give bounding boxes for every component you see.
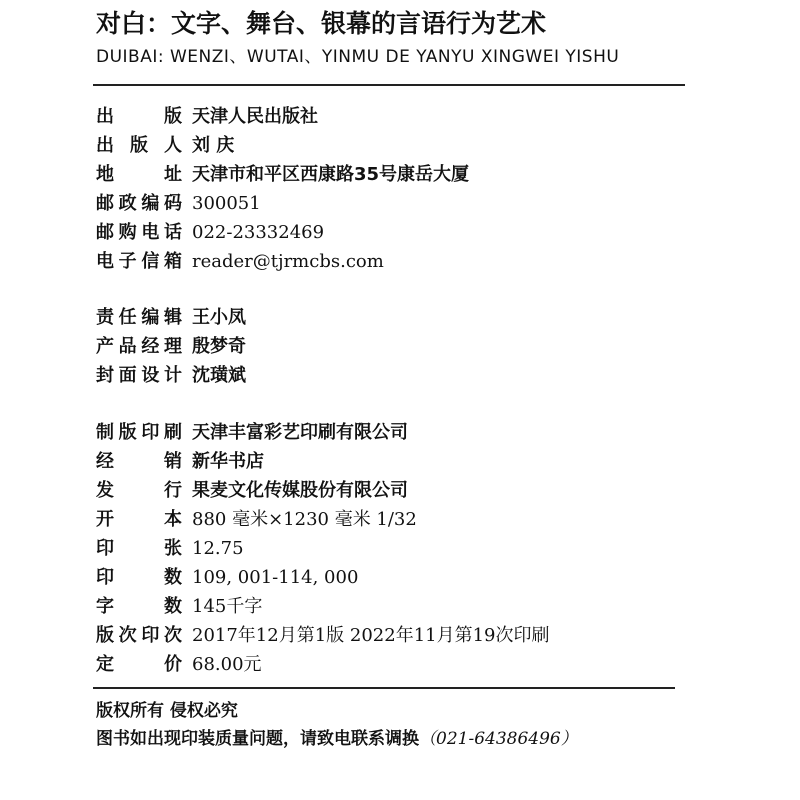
info-label-char: 开 xyxy=(96,509,114,530)
info-label-char: 制 xyxy=(96,422,114,443)
rights-notice: 版权所有 侵权必究 xyxy=(96,701,238,721)
quality-notice-phone: （021-64386496） xyxy=(419,729,578,749)
info-label-char: 邮 xyxy=(96,222,114,243)
info-label xyxy=(96,189,182,218)
info-row xyxy=(96,650,696,679)
info-value: 果麦文化传媒股份有限公司 xyxy=(192,480,408,501)
info-label-char: 版 xyxy=(118,422,137,443)
info-label-char: 辑 xyxy=(163,307,182,328)
info-label xyxy=(96,476,182,505)
info-label xyxy=(96,563,182,592)
info-label-char: 任 xyxy=(118,307,137,328)
info-label-char: 话 xyxy=(163,222,182,243)
info-label xyxy=(96,361,182,390)
info-value: 殷梦奇 xyxy=(192,336,246,357)
info-label xyxy=(96,218,182,247)
info-label-char: 电 xyxy=(141,222,160,243)
info-value: 刘 庆 xyxy=(192,135,235,156)
info-row xyxy=(96,218,696,247)
info-label xyxy=(96,505,182,534)
info-label xyxy=(96,102,182,131)
info-label xyxy=(96,621,182,650)
info-label-char: 销 xyxy=(164,451,182,472)
quality-notice xyxy=(96,727,578,751)
info-label-char: 本 xyxy=(164,509,182,530)
quality-notice-text: 图书如出现印装质量问题，请致电联系调换 xyxy=(96,729,419,749)
info-row xyxy=(96,476,696,505)
info-label-char: 邮 xyxy=(96,193,114,214)
info-value: 300051 xyxy=(192,193,261,214)
info-label-char: 码 xyxy=(163,193,182,214)
info-label-char: 购 xyxy=(118,222,137,243)
info-label-char: 次 xyxy=(163,625,182,646)
info-label-char: 理 xyxy=(163,336,182,357)
info-label-char: 计 xyxy=(163,365,182,386)
info-label-char: 经 xyxy=(141,336,160,357)
info-row xyxy=(96,418,696,447)
info-label-char: 产 xyxy=(96,336,114,357)
info-label-char: 责 xyxy=(96,307,114,328)
info-label-char: 印 xyxy=(141,422,160,443)
info-row xyxy=(96,592,696,621)
info-label xyxy=(96,131,182,160)
info-label-char: 数 xyxy=(164,596,182,617)
info-label xyxy=(96,447,182,476)
info-label-char: 品 xyxy=(118,336,137,357)
info-row xyxy=(96,160,696,189)
book-title: 对白：文字、舞台、银幕的言语行为艺术 xyxy=(96,9,547,38)
info-label xyxy=(96,160,182,189)
info-row xyxy=(96,189,696,218)
info-label-char: 数 xyxy=(164,567,182,588)
publication-info xyxy=(96,102,696,276)
info-label-char: 址 xyxy=(164,164,182,185)
info-label-char: 版 xyxy=(164,106,182,127)
info-label-char: 设 xyxy=(141,365,160,386)
info-label-char: 人 xyxy=(164,135,182,156)
info-label-char: 刷 xyxy=(163,422,182,443)
info-value: 天津人民出版社 xyxy=(192,106,318,127)
book-title-pinyin: DUIBAI: WENZI、WUTAI、YINMU DE YANYU XINGWEI YISHU xyxy=(96,47,620,67)
info-label xyxy=(96,650,182,679)
info-label-char: 经 xyxy=(96,451,114,472)
info-value: 2017年12月第1版 2022年11月第19次印刷 xyxy=(192,625,550,646)
info-row xyxy=(96,247,696,276)
info-value: 王小凤 xyxy=(192,307,246,328)
info-row xyxy=(96,447,696,476)
info-label-char: 行 xyxy=(164,480,182,501)
info-value: 新华书店 xyxy=(192,451,264,472)
info-label xyxy=(96,418,182,447)
info-label-char: 政 xyxy=(118,193,137,214)
info-label-char: 编 xyxy=(141,193,160,214)
info-label-char: 发 xyxy=(96,480,114,501)
info-label-char: 子 xyxy=(118,251,137,272)
info-label-char: 信 xyxy=(141,251,160,272)
info-row xyxy=(96,102,696,131)
info-label-char: 面 xyxy=(118,365,137,386)
info-value: 68.00元 xyxy=(192,654,262,675)
info-label-char: 地 xyxy=(96,164,114,185)
info-label-char: 价 xyxy=(164,654,182,675)
info-label-char: 版 xyxy=(130,135,148,156)
info-label xyxy=(96,592,182,621)
info-label xyxy=(96,303,182,332)
info-value: 天津丰富彩艺印刷有限公司 xyxy=(192,422,408,443)
info-value: 022-23332469 xyxy=(192,222,325,243)
info-value: 沈璜斌 xyxy=(192,365,246,386)
editorial-info xyxy=(96,303,696,390)
info-label-char: 张 xyxy=(164,538,182,559)
top-rule xyxy=(93,84,685,86)
info-row xyxy=(96,131,696,160)
info-value: 109, 001-114, 000 xyxy=(192,567,359,588)
info-label-char: 定 xyxy=(96,654,114,675)
info-label-char: 版 xyxy=(96,625,114,646)
info-label-char: 印 xyxy=(141,625,160,646)
info-label-char: 编 xyxy=(141,307,160,328)
info-label-char: 出 xyxy=(96,106,114,127)
info-row xyxy=(96,563,696,592)
bottom-rule xyxy=(93,687,675,689)
info-row xyxy=(96,303,696,332)
info-value: 天津市和平区西康路35号康岳大厦 xyxy=(192,164,470,185)
info-label-char: 封 xyxy=(96,365,114,386)
info-label xyxy=(96,332,182,361)
info-row xyxy=(96,332,696,361)
info-label-char: 次 xyxy=(118,625,137,646)
info-row xyxy=(96,621,696,650)
info-label xyxy=(96,534,182,563)
info-value: 145千字 xyxy=(192,596,263,617)
info-row xyxy=(96,534,696,563)
info-label xyxy=(96,247,182,276)
info-label-char: 出 xyxy=(96,135,114,156)
info-value: 880 毫米×1230 毫米 1/32 xyxy=(192,509,417,530)
info-label-char: 箱 xyxy=(163,251,182,272)
info-label-char: 印 xyxy=(96,567,114,588)
info-value: 12.75 xyxy=(192,538,244,559)
info-label-char: 电 xyxy=(96,251,114,272)
info-value: reader@tjrmcbs.com xyxy=(192,251,384,272)
info-label-char: 印 xyxy=(96,538,114,559)
info-row xyxy=(96,361,696,390)
info-row xyxy=(96,505,696,534)
print-info xyxy=(96,418,696,679)
info-label-char: 字 xyxy=(96,596,114,617)
